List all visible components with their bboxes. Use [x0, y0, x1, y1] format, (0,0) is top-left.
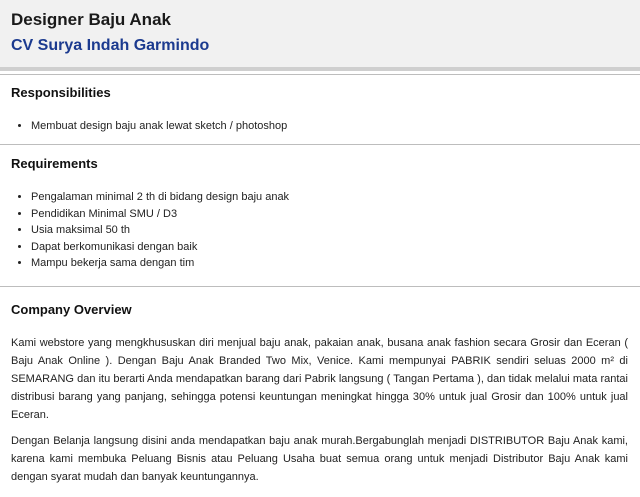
- job-title: Designer Baju Anak: [11, 10, 171, 29]
- responsibilities-section: [0, 74, 640, 145]
- company-overview-heading: Company Overview: [11, 302, 132, 317]
- list-item: • Usia maksimal 50 th: [31, 222, 289, 239]
- company-name[interactable]: CV Surya Indah Garmindo: [11, 37, 210, 54]
- company-overview-paragraph: Kami webstore yang mengkhususkan diri menjual baju anak, pakaian anak, busana anak fashion secara Grosir dan Eceran ( Baju Anak Online ). Dengan Baju Anak Branded Two Mix, Venice. Kami mempunyai PABRIK sendiri seluas 2000 m² di SEMARANG dan itu berarti Anda mendapatkan barang dari Pabrik langsung ( Tangan Pertama ), dan tidak melalui mata rantai distribusi barang yang panjang, sehingga potensi keuntungan meningkat hingga 30% untuk jual Grosir dan 100% untuk jual Eceran.: [11, 337, 628, 421]
- job-header: [0, 0, 640, 71]
- list-item: • Mampu bekerja sama dengan tim: [31, 255, 289, 272]
- list-item: • Dapat berkomunikasi dengan baik: [31, 239, 289, 256]
- requirements-section: [0, 144, 640, 287]
- list-item: • Pengalaman minimal 2 th di bidang design baju anak: [31, 189, 289, 206]
- requirements-list: [0, 189, 289, 272]
- responsibilities-heading: Responsibilities: [11, 85, 111, 100]
- responsibilities-list: [0, 118, 287, 135]
- company-overview-paragraph: Dengan Belanja langsung disini anda mendapatkan baju anak murah.Bergabunglah menjadi DISTRIBUTOR Baju Anak kami, karena kami membuka Peluang Bisnis atau Peluang Usaha buat semua orang untuk menjadi Distributor Baju Anak kami dengan syarat mudah dan banyak keuntungannya.: [11, 435, 628, 483]
- company-overview-section: [0, 286, 640, 497]
- list-item: • Membuat design baju anak lewat sketch / photoshop: [31, 118, 287, 135]
- requirements-heading: Requirements: [11, 156, 98, 171]
- list-item: • Pendidikan Minimal SMU / D3: [31, 206, 289, 223]
